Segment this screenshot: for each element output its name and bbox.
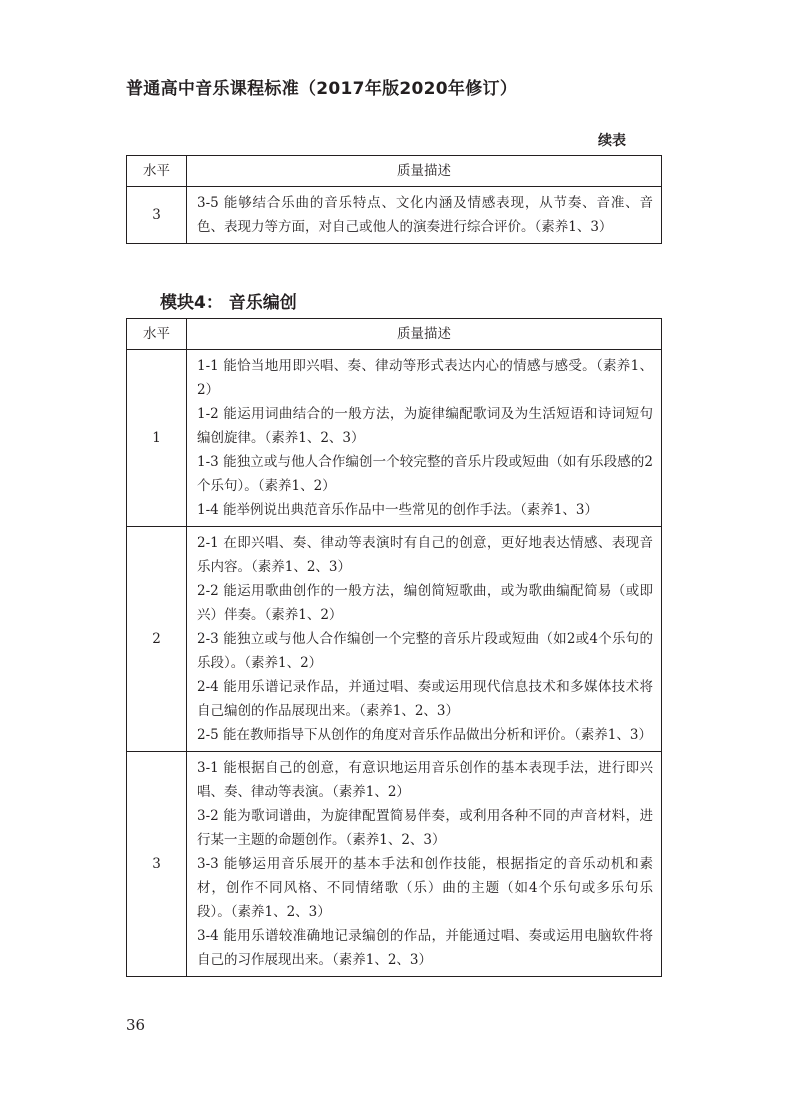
table-header-row: [127, 156, 662, 187]
quality-item: 1-3 能独立或与他人合作编创一个较完整的音乐片段或短曲（如有乐段感的2个乐句）。（素养1、2）: [197, 454, 653, 494]
level-cell: 2: [127, 527, 187, 752]
description-cell: [187, 752, 662, 977]
quality-item: 3-1 能根据自己的创意，有意识地运用音乐创作的基本表现手法，进行即兴唱、奏、律动等表演。（素养1、2）: [197, 760, 653, 800]
table-row: [127, 527, 662, 752]
level-cell: 3: [127, 187, 187, 244]
quality-item: 3-5 能够结合乐曲的音乐特点、文化内涵及情感表现，从节奏、音准、音色、表现力等方面，对自己或他人的演奏进行综合评价。（素养1、3）: [197, 195, 653, 235]
table-row: [127, 187, 662, 244]
level-cell: 1: [127, 350, 187, 527]
quality-item: 3-2 能为歌词谱曲，为旋律配置简易伴奏，或利用各种不同的声音材料，进行某一主题的命题创作。（素养1、2、3）: [197, 808, 653, 848]
quality-item: 2-5 能在教师指导下从创作的角度对音乐作品做出分析和评价。（素养1、3）: [197, 727, 652, 743]
table-header-row: [127, 319, 662, 350]
level-cell: 3: [127, 752, 187, 977]
module-title: 模块4： 音乐编创: [160, 293, 297, 313]
description-cell: [187, 527, 662, 752]
quality-table-continued: [126, 155, 662, 244]
table-row: [127, 752, 662, 977]
column-header-description: 质量描述: [187, 156, 662, 187]
description-cell: [187, 187, 662, 244]
column-header-level: 水平: [127, 156, 187, 187]
quality-item: 2-2 能运用歌曲创作的一般方法，编创简短歌曲，或为歌曲编配简易（或即兴）伴奏。（素养1、2）: [197, 583, 653, 623]
column-header-description: 质量描述: [187, 319, 662, 350]
quality-table-module-4: [126, 318, 662, 977]
column-header-level: 水平: [127, 319, 187, 350]
quality-item: 3-4 能用乐谱较准确地记录编创的作品，并能通过唱、奏或运用电脑软件将自己的习作展现出来。（素养1、2、3）: [197, 928, 653, 968]
page-number: 36: [126, 1016, 146, 1034]
quality-item: 1-2 能运用词曲结合的一般方法，为旋律编配歌词及为生活短语和诗词短句编创旋律。（素养1、2、3）: [197, 406, 653, 446]
quality-item: 1-4 能举例说出典范音乐作品中一些常见的创作手法。（素养1、3）: [197, 502, 598, 518]
description-cell: [187, 350, 662, 527]
quality-item: 3-3 能够运用音乐展开的基本手法和创作技能，根据指定的音乐动机和素材，创作不同风格、不同情绪歌（乐）曲的主题（如4个乐句或多乐句乐段）。（素养1、2、3）: [197, 856, 653, 920]
quality-item: 2-3 能独立或与他人合作编创一个完整的音乐片段或短曲（如2或4个乐句的乐段）。（素养1、2）: [197, 631, 653, 671]
continued-table-label: 续表: [598, 133, 626, 149]
quality-item: 1-1 能恰当地用即兴唱、奏、律动等形式表达内心的情感与感受。（素养1、2）: [197, 358, 653, 398]
table-row: [127, 350, 662, 527]
quality-item: 2-4 能用乐谱记录作品，并通过唱、奏或运用现代信息技术和多媒体技术将自己编创的作品展现出来。（素养1、2、3）: [197, 679, 653, 719]
page-header-title: 普通高中音乐课程标准（2017年版2020年修订）: [126, 79, 518, 99]
quality-item: 2-1 在即兴唱、奏、律动等表演时有自己的创意，更好地表达情感、表现音乐内容。（素养1、2、3）: [197, 535, 653, 575]
